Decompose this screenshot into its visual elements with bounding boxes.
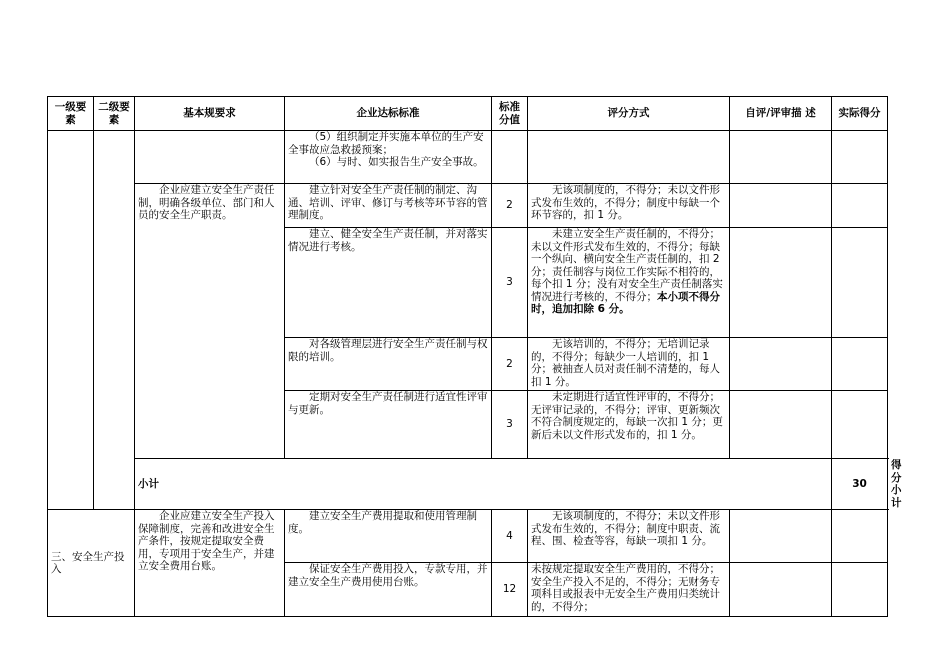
method-cell	[528, 131, 730, 184]
actual-score-cell	[832, 510, 888, 563]
score-cell: 12	[492, 563, 528, 617]
actual-score-cell	[832, 131, 888, 184]
header-self-eval: 自评/评审描 述	[730, 97, 832, 131]
score-cell: 2	[492, 184, 528, 228]
method-text: 未定期进行适宜性评审的，不得分；无评审记录的，不得分；评审、更新频次不符合制度规定的，每缺一次扣 1 分；更新后未以文件形式发布的，扣 1 分。	[531, 391, 723, 441]
method-cell	[528, 184, 730, 228]
score-cell: 4	[492, 510, 528, 563]
score-cell: 3	[492, 228, 528, 338]
table-row	[48, 510, 888, 563]
header-standard: 企业达标标准	[285, 97, 492, 131]
standard-cell	[285, 228, 492, 338]
actual-score-cell	[832, 338, 888, 391]
level1-cell	[48, 510, 135, 617]
requirement-text: 企业应建立安全生产责任制，明确各级单位、部门和人员的安全生产职责。	[138, 184, 275, 221]
requirement-cell	[135, 510, 285, 617]
self-eval-cell	[730, 228, 832, 338]
method-text: 未按规定提取安全生产费用的，不得分；安全生产投入不足的，不得分；无财务专项科目或报表中无安全生产费用归类统计的，不得分；	[531, 563, 720, 613]
standard-cell	[285, 563, 492, 617]
header-requirement: 基本规要求	[135, 97, 285, 131]
score-cell	[492, 131, 528, 184]
requirement-cell	[135, 184, 285, 459]
actual-score-cell	[832, 563, 888, 617]
subtotal-score: 30	[832, 459, 888, 510]
method-text: 未建立安全生产责任制的，不得分；未以文件形式发布生效的，不得分；每缺一个纵向、横向安全生产责任制的，扣 2 分；责任制容与岗位工作实际不相符的，每个扣 1 分；没有对安全生产责任制落实情况进行考核的，不得分；	[531, 228, 723, 303]
self-eval-cell	[730, 510, 832, 563]
score-cell: 3	[492, 391, 528, 459]
method-cell	[528, 338, 730, 391]
actual-score-cell	[832, 184, 888, 228]
level2-cell	[94, 131, 135, 510]
standard-text: 建立针对安全生产责任制的制定、沟通、培训、评审、修订与考核等环节容的管理制度。	[288, 184, 488, 221]
subtotal-row: 小计 30 得分小计	[48, 459, 888, 510]
standard-text: （6）与时、如实报告生产安全事故。	[309, 156, 484, 168]
method-cell	[528, 228, 730, 338]
table-row	[48, 131, 888, 184]
level1-cell	[48, 131, 94, 510]
standard-cell	[285, 510, 492, 563]
header-score: 标准分值	[492, 97, 528, 131]
standard-cell	[285, 338, 492, 391]
level1-text: 三、安全生产投入	[51, 550, 125, 575]
header-method: 评分方式	[528, 97, 730, 131]
standard-text: 保证安全生产费用投入，专款专用，并建立安全生产费用使用台账。	[288, 563, 488, 588]
self-eval-cell	[730, 563, 832, 617]
standard-text: 建立、健全安全生产责任制，并对落实情况进行考核。	[288, 228, 488, 253]
self-eval-cell	[730, 391, 832, 459]
requirement-cell	[135, 131, 285, 184]
header-row	[48, 97, 888, 131]
table-row	[48, 184, 888, 228]
standard-text: 建立安全生产费用提取和使用管理制度。	[288, 510, 477, 535]
method-text: 无该项制度的，不得分；未以文件形式发布生效的，不得分；制度中每缺一个环节容的，扣 1 分。	[531, 184, 720, 221]
method-text: 无该培训的，不得分；无培训记录的，不得分；每缺少一人培训的，扣 1 分；被抽查人员对责任制不清楚的，每人扣 1 分。	[531, 338, 720, 388]
actual-score-cell	[832, 391, 888, 459]
header-level1: 一级要素	[48, 97, 94, 131]
method-cell	[528, 563, 730, 617]
requirement-text: 企业应建立安全生产投入保障制度，完善和改进安全生产条件，按规定提取安全费用，专项用于安全生产，并建立安全费用台账。	[138, 510, 275, 572]
method-text: 无该项制度的，不得分；未以文件形式发布生效的，不得分；制度中职责、流程、围、检查等容，每缺一项扣 1 分。	[531, 510, 720, 547]
method-cell	[528, 510, 730, 563]
actual-score-cell	[832, 228, 888, 338]
method-cell	[528, 391, 730, 459]
standard-text: 对各级管理层进行安全生产责任制与权限的培训。	[288, 338, 488, 363]
standard-cell	[285, 184, 492, 228]
self-eval-cell	[730, 131, 832, 184]
header-actual-score: 实际得分	[832, 97, 888, 131]
header-level2: 二级要素	[94, 97, 135, 131]
standard-text: （5）组织制定并实施本单位的生产安全事故应急救援预案；	[288, 131, 484, 156]
self-eval-cell	[730, 338, 832, 391]
method-bold-text: 本小项不得分时，追加扣除 6 分。	[531, 290, 720, 315]
standard-text: 定期对安全生产责任制进行适宜性评审与更新。	[288, 391, 488, 416]
standard-cell	[285, 391, 492, 459]
subtotal-label: 小计	[135, 459, 832, 510]
standards-table	[47, 96, 902, 617]
self-eval-cell	[730, 184, 832, 228]
score-cell: 2	[492, 338, 528, 391]
standard-cell	[285, 131, 492, 184]
